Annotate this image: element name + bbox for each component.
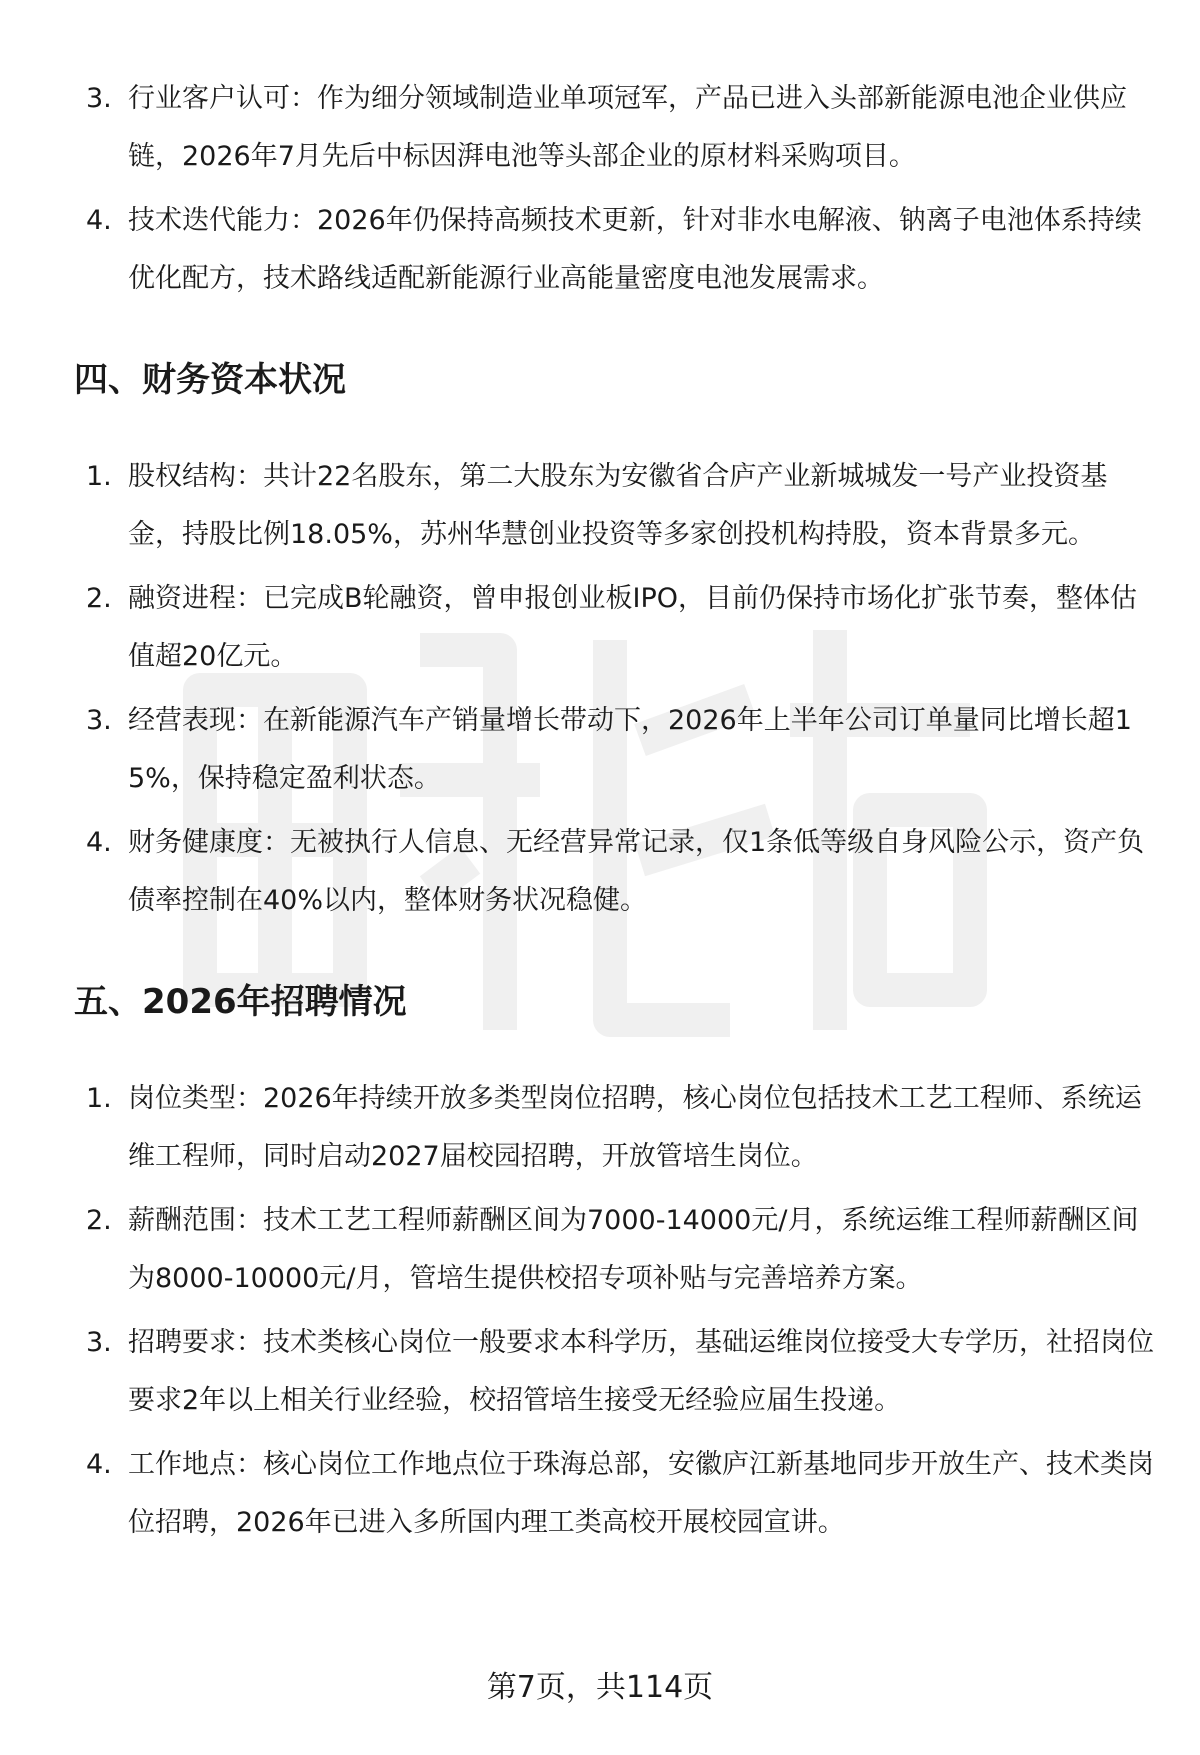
page-number-footer: 第7页，共114页 bbox=[486, 1670, 714, 1705]
section-heading-finance: 四、财务资本状况 bbox=[74, 360, 346, 400]
list-text: 技术迭代能力：2026年仍保持高频技术更新，针对非水电解液、钠离子电池体系持续优化配方，技术路线适配新能源行业高能量密度电池发展需求。 bbox=[128, 205, 1142, 294]
list-item bbox=[74, 814, 1154, 930]
list-number: 3. bbox=[86, 705, 112, 736]
list-number: 1. bbox=[86, 1083, 112, 1114]
list-item bbox=[74, 1070, 1154, 1186]
list-item bbox=[74, 1192, 1154, 1308]
list-item bbox=[74, 192, 1154, 308]
list-number: 2. bbox=[86, 583, 112, 614]
list-number: 1. bbox=[86, 461, 112, 492]
list-number: 2. bbox=[86, 1205, 112, 1236]
list-text: 融资进程：已完成B轮融资，曾申报创业板IPO，目前仍保持市场化扩张节奏，整体估值超20亿元。 bbox=[128, 583, 1138, 672]
continued-list bbox=[74, 70, 1154, 308]
list-text: 薪酬范围：技术工艺工程师薪酬区间为7000-14000元/月，系统运维工程师薪酬区间为8000-10000元/月，管培生提供校招专项补贴与完善培养方案。 bbox=[128, 1205, 1139, 1294]
list-item bbox=[74, 1436, 1154, 1552]
list-number: 3. bbox=[86, 1327, 112, 1358]
list-item bbox=[74, 570, 1154, 686]
list-item bbox=[74, 692, 1154, 808]
list-text: 财务健康度：无被执行人信息、无经营异常记录，仅1条低等级自身风险公示，资产负债率控制在40%以内，整体财务状况稳健。 bbox=[128, 827, 1145, 916]
list-item bbox=[74, 70, 1154, 186]
list-item bbox=[74, 1314, 1154, 1430]
section-heading-recruitment: 五、2026年招聘情况 bbox=[74, 982, 407, 1022]
list-text: 行业客户认可：作为细分领域制造业单项冠军，产品已进入头部新能源电池企业供应链，2026年7月先后中标因湃电池等头部企业的原材料采购项目。 bbox=[128, 83, 1127, 172]
list-number: 4. bbox=[86, 827, 112, 858]
list-item bbox=[74, 448, 1154, 564]
list-text: 工作地点：核心岗位工作地点位于珠海总部，安徽庐江新基地同步开放生产、技术类岗位招聘，2026年已进入多所国内理工类高校开展校园宣讲。 bbox=[128, 1449, 1154, 1538]
list-text: 岗位类型：2026年持续开放多类型岗位招聘，核心岗位包括技术工艺工程师、系统运维工程师，同时启动2027届校园招聘，开放管培生岗位。 bbox=[128, 1083, 1142, 1172]
finance-list bbox=[74, 448, 1154, 930]
recruitment-list bbox=[74, 1070, 1154, 1552]
list-text: 经营表现：在新能源汽车产销量增长带动下，2026年上半年公司订单量同比增长超15%，保持稳定盈利状态。 bbox=[128, 705, 1132, 794]
list-number: 4. bbox=[86, 205, 112, 236]
list-number: 4. bbox=[86, 1449, 112, 1480]
list-text: 招聘要求：技术类核心岗位一般要求本科学历，基础运维岗位接受大专学历，社招岗位要求2年以上相关行业经验，校招管培生接受无经验应届生投递。 bbox=[128, 1327, 1154, 1416]
list-number: 3. bbox=[86, 83, 112, 114]
document-body bbox=[74, 70, 1154, 1558]
list-text: 股权结构：共计22名股东，第二大股东为安徽省合庐产业新城城发一号产业投资基金，持股比例18.05%，苏州华慧创业投资等多家创投机构持股，资本背景多元。 bbox=[128, 461, 1108, 550]
